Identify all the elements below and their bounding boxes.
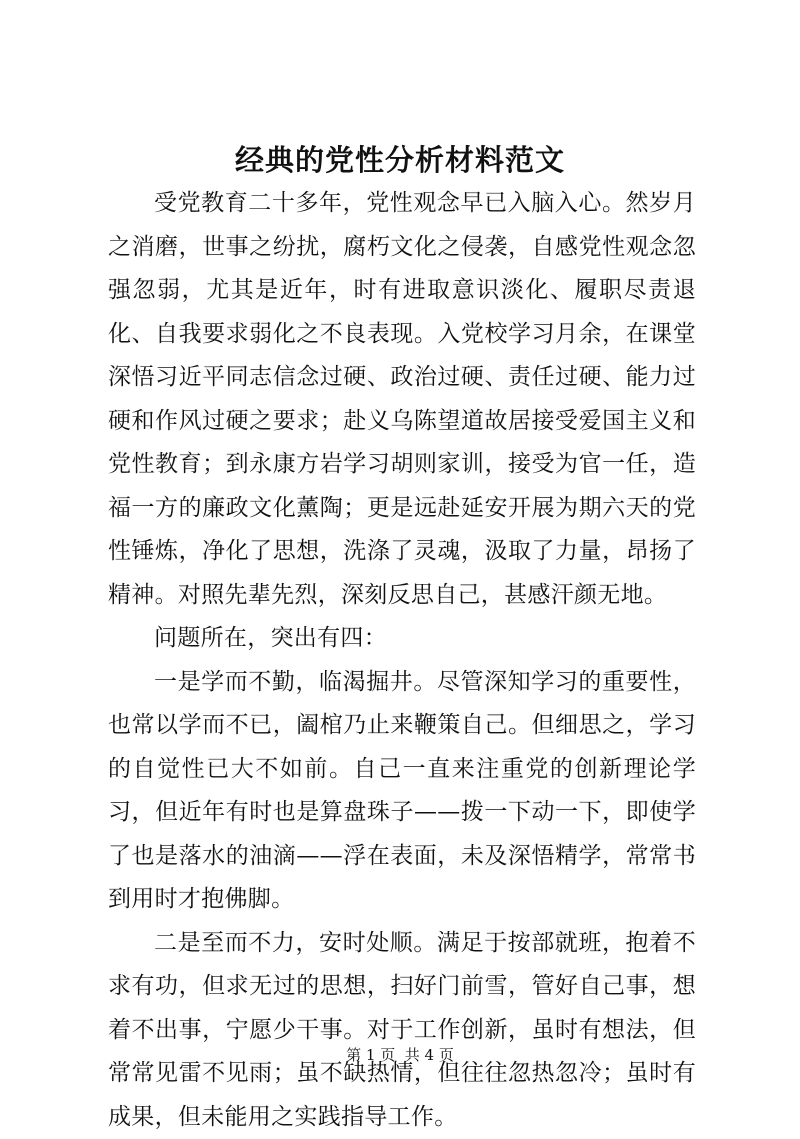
page-footer xyxy=(0,1045,800,1065)
page-number-label: 第 1 页 共 4 页 xyxy=(346,1046,454,1064)
paragraph-intro: 受党教育二十多年，党性观念早已入脑入心。然岁月之消磨，世事之纷扰，腐朽文化之侵袭，自感党性观念忽强忽弱，尤其是近年，时有进取意识淡化、履职尽责退化、自我要求弱化之不良表现。入党校学习月余，在课堂深悟习近平同志信念过硬、政治过硬、责任过硬、能力过硬和作风过硬之要求；赴义乌陈望道故居接受爱国主义和党性教育；到永康方岩学习胡则家训，接受为官一任，造福一方的廉政文化薰陶；更是远赴延安开展为期六天的党性锤炼，净化了思想，洗涤了灵魂，汲取了力量，昂扬了精神。对照先辈先烈，深刻反思自己，甚感汗颜无地。 xyxy=(108,182,696,617)
paragraph-problem-two: 二是至而不力，安时处顺。满足于按部就班，抱着不求有功，但求无过的思想，扫好门前雪，管好自己事，想着不出事，宁愿少干事。对于工作创新，虽时有想法，但常常见雷不见雨；虽不缺热情，但往往忽热忽冷；虽时有成果，但未能用之实践指导工作。 xyxy=(108,922,696,1139)
document-body xyxy=(108,182,696,1139)
page-title: 经典的党性分析材料范文 xyxy=(0,140,800,180)
paragraph-problems-heading: 问题所在，突出有四： xyxy=(108,617,696,661)
paragraph-problem-one: 一是学而不勤，临渴掘井。尽管深知学习的重要性，也常以学而不已，阖棺乃止来鞭策自己。但细思之，学习的自觉性已大不如前。自己一直来注重党的创新理论学习，但近年有时也是算盘珠子——拨一下动一下，即使学了也是落水的油滴——浮在表面，未及深悟精学，常常书到用时才抱佛脚。 xyxy=(108,661,696,922)
